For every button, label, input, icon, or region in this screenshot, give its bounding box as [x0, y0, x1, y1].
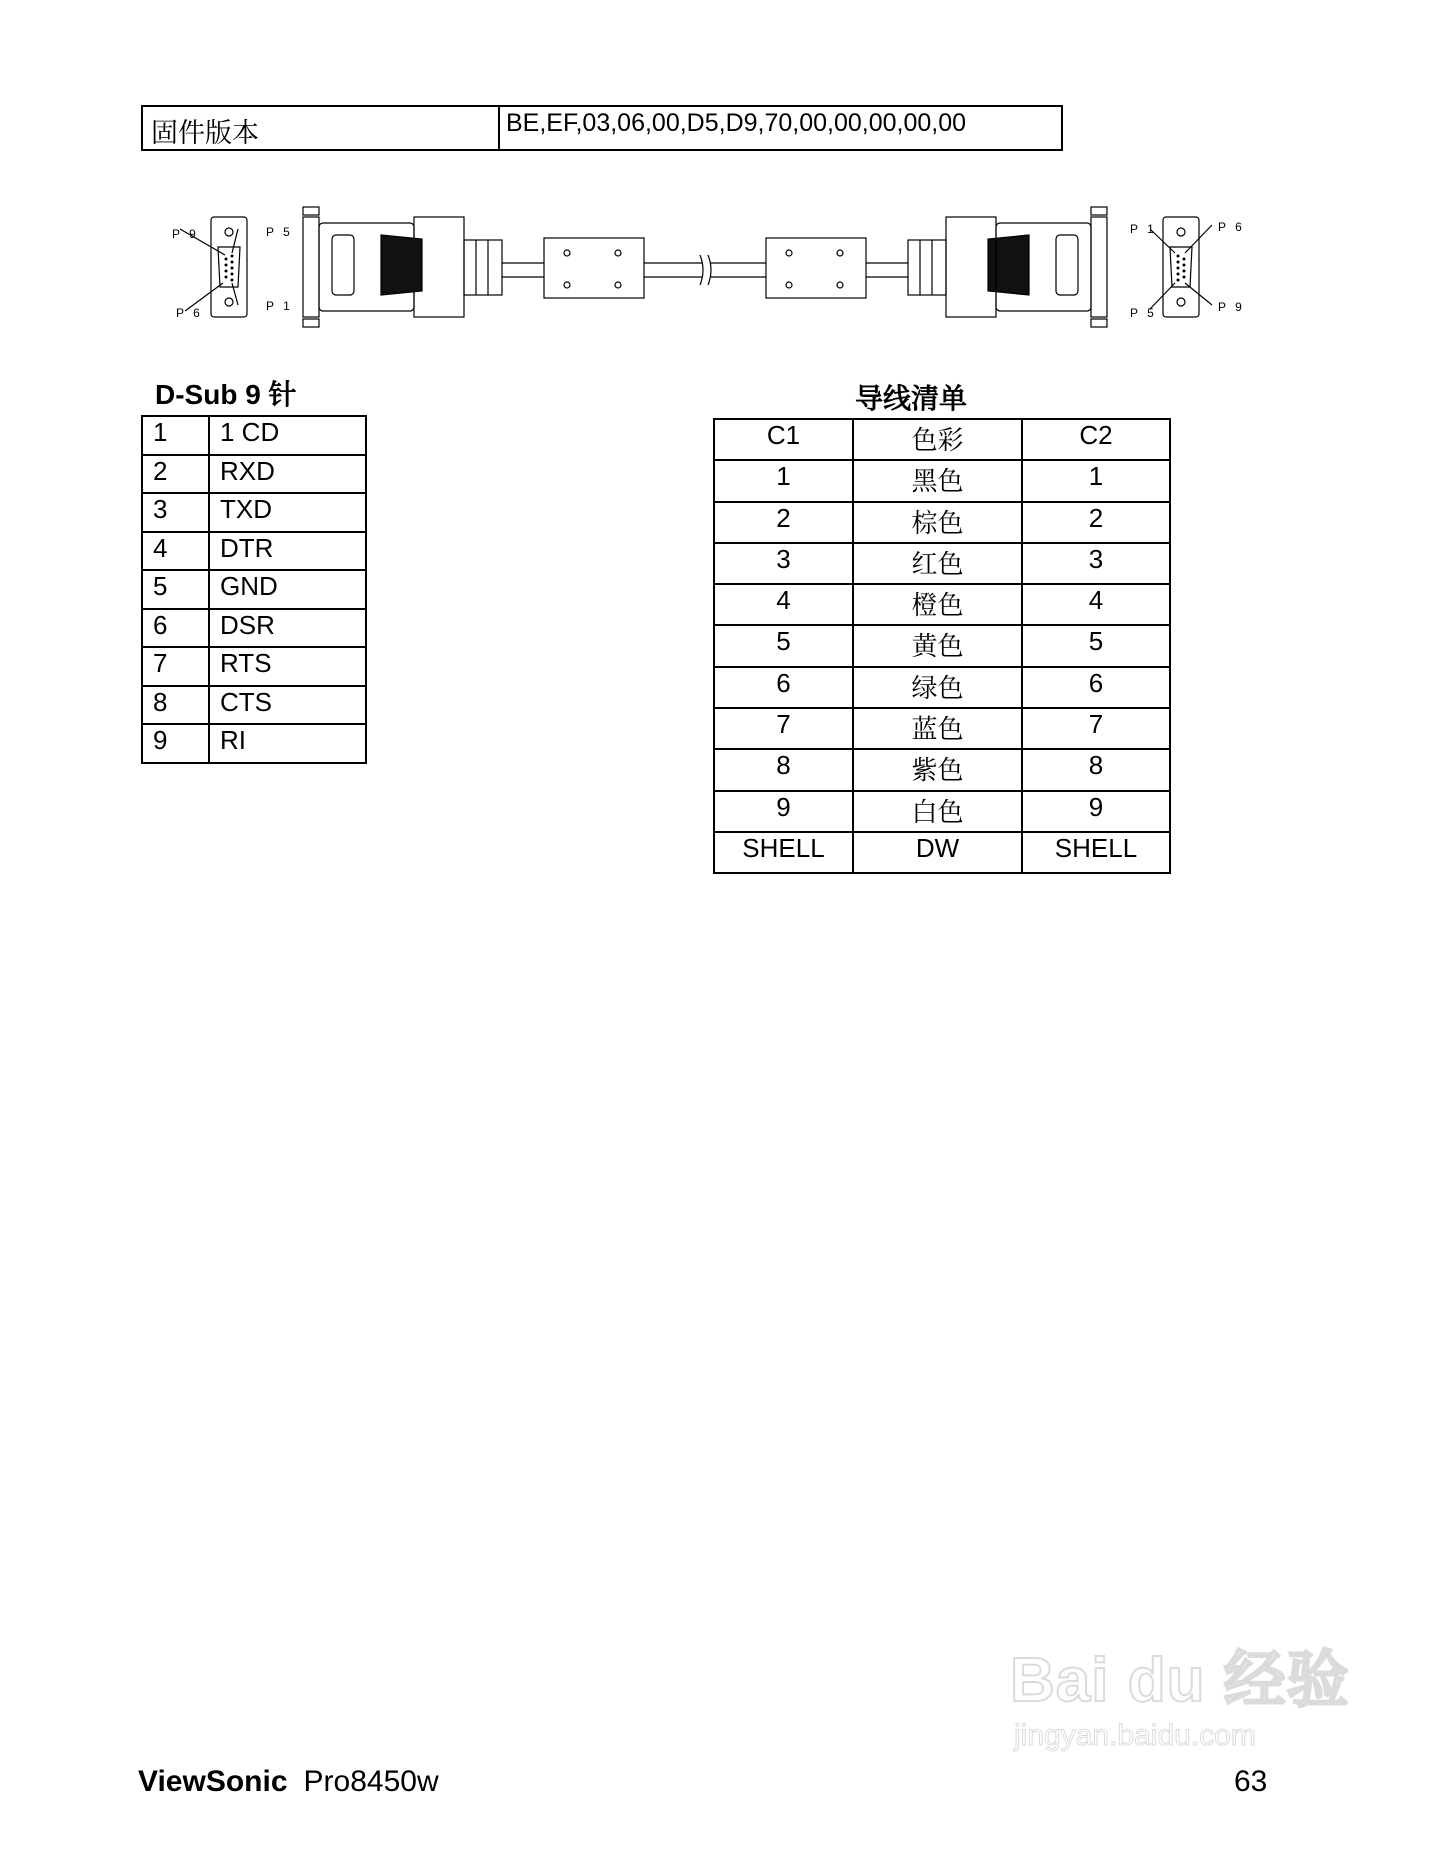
dsub-row [142, 724, 366, 763]
watermark-sub: jingyan.baidu.com [1014, 1719, 1256, 1752]
wire-c1: 1 [714, 460, 853, 501]
page-number: 63 [1234, 1765, 1268, 1798]
wire-color: 红色 [853, 543, 1022, 584]
pin-signal: 1 CD [209, 416, 366, 455]
wire-c2: SHELL [1022, 832, 1170, 873]
brand-name: ViewSonic [138, 1765, 288, 1798]
wire-row [714, 502, 1170, 543]
pin-label-left-p1: P 1 [266, 299, 293, 313]
watermark-main: Bai du 经验 [1010, 1646, 1350, 1715]
wire-row [714, 543, 1170, 584]
wire-color: DW [853, 832, 1022, 873]
firmware-label: 固件版本 [143, 107, 500, 149]
wire-color: 绿色 [853, 667, 1022, 708]
pin-signal: CTS [209, 686, 366, 725]
pin-label-right-p6: P 6 [1218, 220, 1245, 234]
dsub-pin-table [141, 415, 367, 764]
pin-label-right-p1: P 1 [1130, 222, 1157, 236]
pin-number: 8 [142, 686, 209, 725]
wire-c2: 6 [1022, 667, 1170, 708]
wire-list-table [713, 418, 1171, 874]
dsub-row [142, 416, 366, 455]
wire-row [714, 791, 1170, 832]
pin-label-left-p5: P 5 [266, 225, 293, 239]
pin-signal: DTR [209, 532, 366, 571]
pin-signal: RTS [209, 647, 366, 686]
wire-c2: 7 [1022, 708, 1170, 749]
wire-color: 紫色 [853, 749, 1022, 790]
wire-c1: 4 [714, 584, 853, 625]
pin-number: 9 [142, 724, 209, 763]
wire-c2: 2 [1022, 502, 1170, 543]
wire-row [714, 832, 1170, 873]
wire-list-title: 导线清单 [855, 383, 968, 414]
wire-row [714, 708, 1170, 749]
pin-signal: GND [209, 570, 366, 609]
pin-number: 2 [142, 455, 209, 494]
model-name: Pro8450w [303, 1765, 439, 1798]
header-c2: C2 [1022, 419, 1170, 460]
pin-number: 5 [142, 570, 209, 609]
wire-c2: 3 [1022, 543, 1170, 584]
pin-label-left-p6: P 6 [176, 306, 203, 320]
wire-c1: 7 [714, 708, 853, 749]
wire-color: 棕色 [853, 502, 1022, 543]
pin-number: 6 [142, 609, 209, 648]
pin-number: 1 [142, 416, 209, 455]
pin-label-right-p5: P 5 [1130, 306, 1157, 320]
pin-signal: TXD [209, 493, 366, 532]
wire-c2: 4 [1022, 584, 1170, 625]
pin-signal: RI [209, 724, 366, 763]
wire-row [714, 460, 1170, 501]
wire-color: 橙色 [853, 584, 1022, 625]
wire-c1: 5 [714, 625, 853, 666]
wire-color: 白色 [853, 791, 1022, 832]
firmware-value: BE,EF,03,06,00,D5,D9,70,00,00,00,00,00 [506, 109, 967, 137]
pin-number: 7 [142, 647, 209, 686]
wire-c1: 2 [714, 502, 853, 543]
dsub-row [142, 647, 366, 686]
pin-label-left-p9: P 9 [172, 227, 199, 241]
pin-label-right-p9: P 9 [1218, 300, 1245, 314]
header-color: 色彩 [853, 419, 1022, 460]
firmware-table [141, 105, 1063, 151]
header-c1: C1 [714, 419, 853, 460]
wire-c1: 6 [714, 667, 853, 708]
wire-c2: 5 [1022, 625, 1170, 666]
cable-diagram [160, 205, 1260, 335]
wire-header-row [714, 419, 1170, 460]
pin-signal: DSR [209, 609, 366, 648]
wire-row [714, 749, 1170, 790]
pin-number: 4 [142, 532, 209, 571]
wire-c1: SHELL [714, 832, 853, 873]
wire-c2: 9 [1022, 791, 1170, 832]
wire-c2: 8 [1022, 749, 1170, 790]
wire-color: 蓝色 [853, 708, 1022, 749]
dsub-row [142, 686, 366, 725]
dsub-row [142, 570, 366, 609]
pin-signal: RXD [209, 455, 366, 494]
wire-color: 黑色 [853, 460, 1022, 501]
dsub-row [142, 455, 366, 494]
dsub-title: D-Sub 9 针 [155, 379, 297, 410]
wire-row [714, 625, 1170, 666]
wire-c1: 8 [714, 749, 853, 790]
wire-row [714, 667, 1170, 708]
wire-row [714, 584, 1170, 625]
pin-number: 3 [142, 493, 209, 532]
wire-c1: 9 [714, 791, 853, 832]
footer-brand [138, 1765, 439, 1799]
dsub-row [142, 609, 366, 648]
wire-color: 黄色 [853, 625, 1022, 666]
wire-c1: 3 [714, 543, 853, 584]
baidu-watermark [1010, 1630, 1350, 1753]
wire-c2: 1 [1022, 460, 1170, 501]
dsub-row [142, 532, 366, 571]
dsub-row [142, 493, 366, 532]
